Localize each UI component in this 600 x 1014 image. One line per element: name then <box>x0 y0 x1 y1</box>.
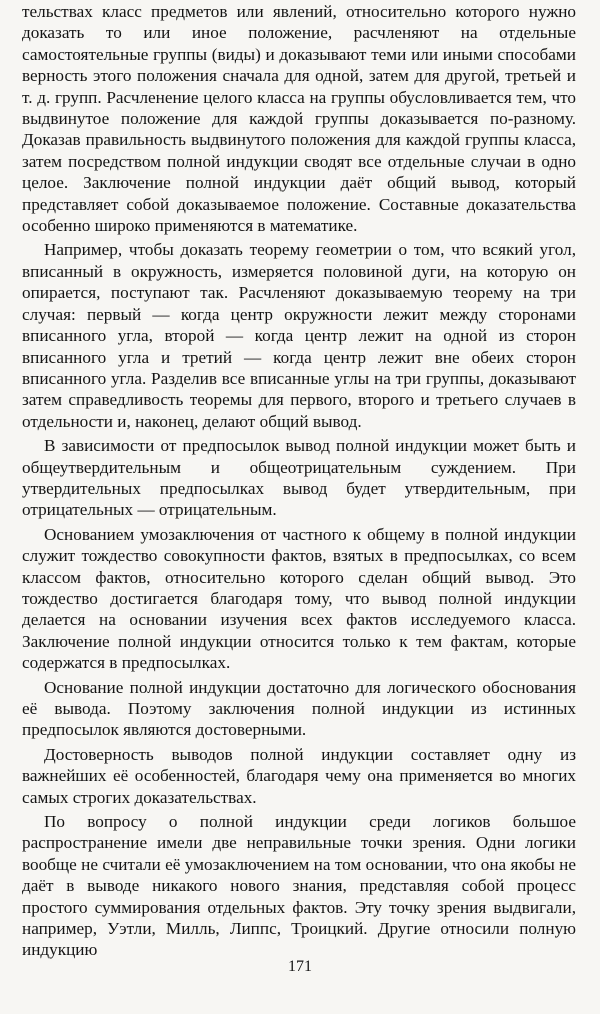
paragraph-sufficiency: Основание полной индукции достаточно для логического обоснования её вывода. Поэтому заключения полной индукции из истинных предпосылок являются достоверными. <box>22 677 576 740</box>
paragraph-geometry-example: Например, чтобы доказать теорему геометрии о том, что всякий угол, вписанный в окружность, измеряется половиной дуги, на которую он опирается, поступают так. Расчленяют доказываемую теорему на три случая: первый — когда центр окружности лежит между сторонами вписанного угла, второй — когда центр лежит на одной из сторон вписанного угла и третий — когда центр лежит вне обеих сторон вписанного угла. Разделив все вписанные углы на три группы, доказывают затем справедливость теоремы для первого, второго и третьего случаев в отдельности и, наконец, делают общий вывод. <box>22 240 576 431</box>
paragraph-basis: Основанием умозаключения от частного к общему в полной индукции служит тождество совокупности фактов, взятых в предпосылках, со всем классом фактов, относительно которого сделан общий вывод. Это тождество достигается благодаря тому, что вывод полной индукции делается на основании изучения всех фактов исследуемого класса. Заключение полной индукции относится только к тем фактам, которые содержатся в предпосылках. <box>22 524 576 673</box>
paragraph-premises: В зависимости от предпосылок вывод полной индукции может быть и общеутвердительным и общеотрицательным суждением. При утвердительных предпосылках вывод будет утвердительным, при отрицательных — отрицательным. <box>22 436 576 520</box>
paragraph-reliability: Достоверность выводов полной индукции составляет одну из важнейших её особенностей, благодаря чему она применяется во многих самых строгих доказательствах. <box>22 744 576 807</box>
book-page <box>22 0 576 964</box>
paragraph-viewpoints: По вопросу о полной индукции среди логиков большое распространение имели две неправильные точки зрения. Одни логики вообще не считали её умозаключением на том основании, что она якобы не даёт в выводе никакого нового знания, представляя собой процесс простого суммирования отдельных фактов. Эту точку зрения выдвигали, например, Уэтли, Милль, Липпс, Троицкий. Другие относили полную индукцию <box>22 812 576 960</box>
paragraph-continued: тельствах класс предметов или явлений, относительно которого нужно доказать то или иное положение, расчленяют на отдельные самостоятельные группы (виды) и доказывают теми или иными способами верность этого положения сначала для одной, затем для другой, третьей и т. д. групп. Расчленение целого класса на группы обусловливается тем, что выдвинутое положение для каждой группы доказывается по-разному. Доказав правильность выдвинутого положения для каждой группы класса, затем посредством полной индукции сводят все отдельные случаи в одно целое. Заключение полной индукции даёт общий вывод, который представляет собой доказываемое положение. Составные доказательства особенно широко применяются в математике. <box>22 2 576 236</box>
page-number: 171 <box>288 958 312 975</box>
